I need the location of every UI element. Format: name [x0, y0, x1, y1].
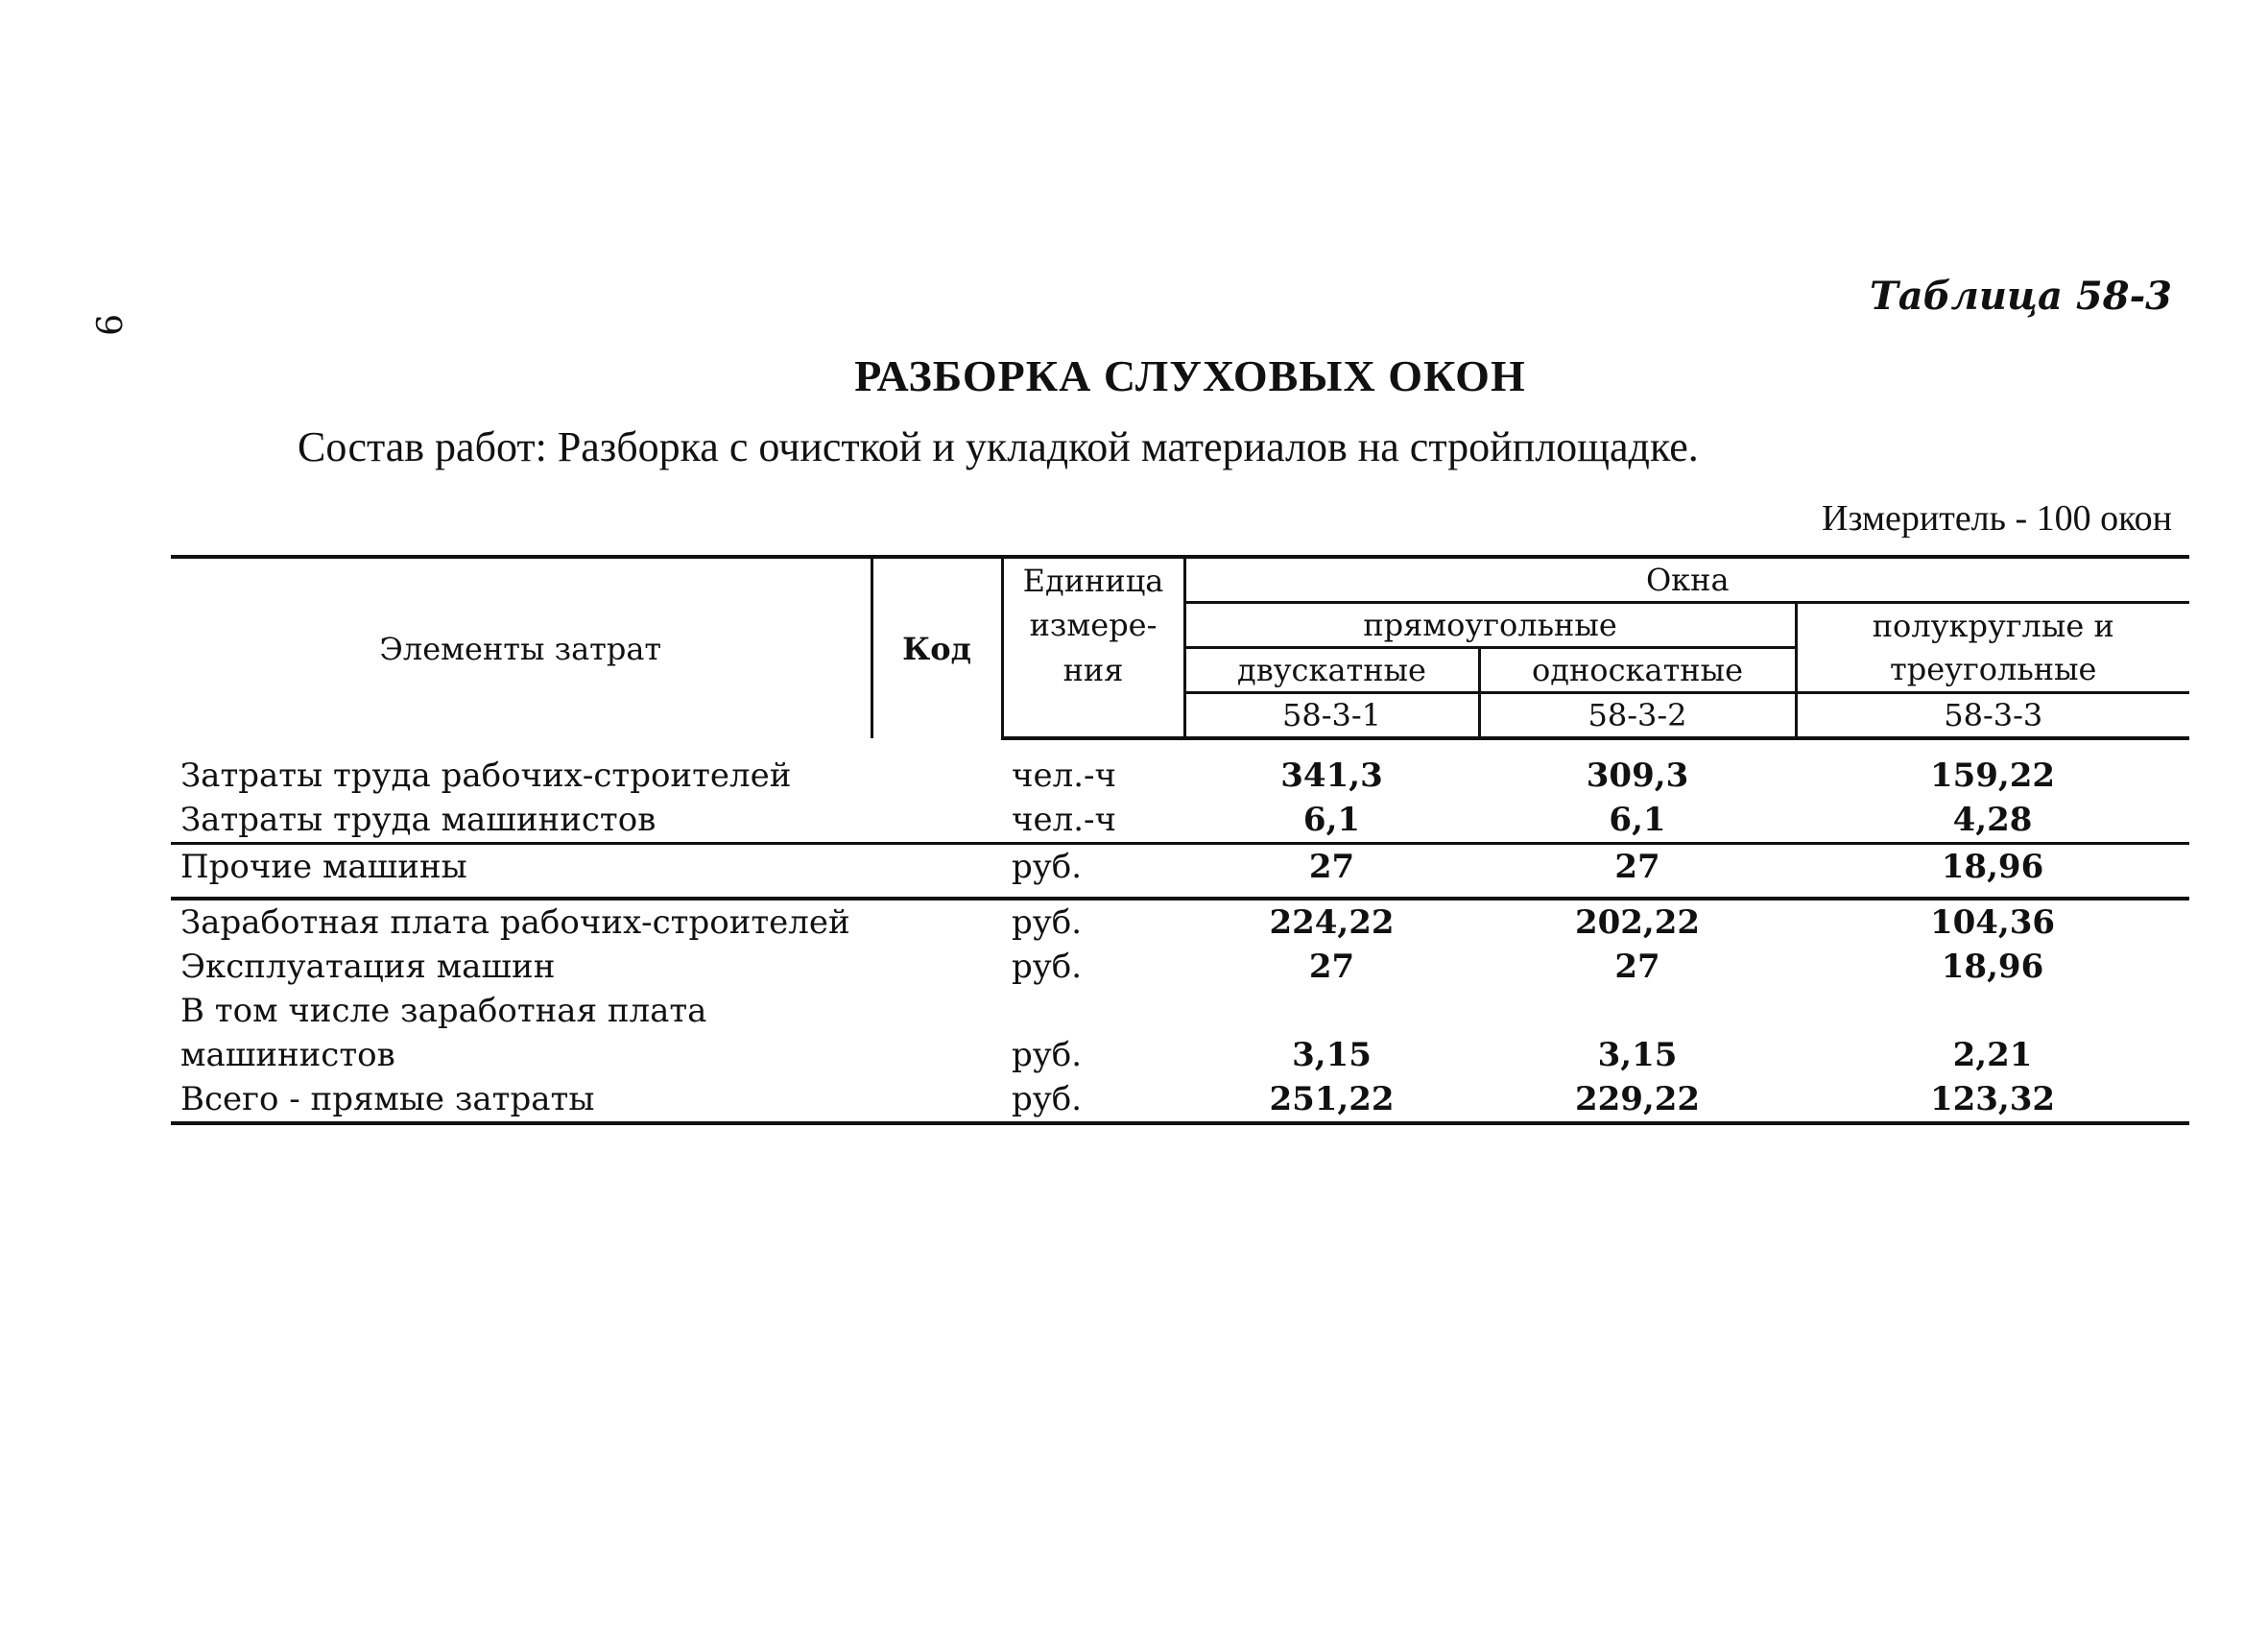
header-code-3: 58-3-3: [1796, 693, 2189, 739]
header-semicircular-line2: треугольные: [1796, 648, 2189, 693]
header-unit-blank: [1002, 693, 1184, 739]
row-value-1: 251,22: [1184, 1077, 1479, 1123]
row-unit: руб.: [1012, 948, 1083, 986]
table-row: [171, 844, 2189, 890]
table-row: [171, 899, 2189, 945]
work-composition: Состав работ: Разборка с очисткой и укладкой материалов на стройплощадке.: [298, 423, 1699, 470]
row-unit: руб.: [1012, 1036, 1083, 1074]
header-elements: Элементы затрат: [171, 557, 871, 738]
row-value-1: 27: [1308, 948, 1355, 986]
row-label: Затраты труда рабочих-строителей: [180, 756, 792, 795]
header-single-pitch: односкатные: [1479, 648, 1796, 693]
document-title: РАЗБОРКА СЛУХОВЫХ ОКОН: [854, 351, 1526, 400]
row-value-2: [1479, 989, 1796, 1033]
row-value-3: 18,96: [1941, 948, 2044, 986]
row-label: В том числе заработная плата: [180, 992, 707, 1030]
header-semicircular-line1: полукруглые и: [1872, 607, 2114, 644]
table-row: [171, 1077, 2189, 1123]
row-unit: руб.: [1002, 899, 1184, 945]
header-unit-line3: ния: [1002, 648, 1184, 693]
row-value-3: 159,22: [1929, 756, 2056, 795]
header-code-1: 58-3-1: [1184, 693, 1479, 739]
table-row: [171, 945, 2189, 989]
header-unit-line1: Единица: [1002, 557, 1184, 603]
row-value-3: 4,28: [1952, 801, 2033, 839]
table-label: Таблица 58-3: [1870, 274, 2172, 319]
row-value-1: 27: [1184, 844, 1479, 890]
row-unit: [1002, 989, 1184, 1033]
row-label: Эксплуатация машин: [180, 948, 556, 986]
row-label: Затраты труда машинистов: [180, 801, 657, 839]
row-value-1: 224,22: [1184, 899, 1479, 945]
row-value-1: [1184, 989, 1479, 1033]
row-value-2: 229,22: [1479, 1077, 1796, 1123]
row-value-2: 309,3: [1586, 756, 1689, 795]
row-label: Заработная плата рабочих-строителей: [171, 899, 1002, 945]
row-unit: руб.: [1002, 1077, 1184, 1123]
row-value-3: 2,21: [1952, 1036, 2033, 1074]
row-label: машинистов: [180, 1036, 395, 1074]
row-value-1: 6,1: [1302, 801, 1361, 839]
row-value-2: 202,22: [1479, 899, 1796, 945]
row-value-3: [1796, 989, 2189, 1033]
table-row: [171, 1033, 2189, 1077]
row-value-3: 18,96: [1796, 844, 2189, 890]
row-value-2: 27: [1614, 948, 1660, 986]
header-rectangular: прямоугольные: [1184, 603, 1796, 648]
header-gable: двускатные: [1184, 648, 1479, 693]
row-value-3: 123,32: [1796, 1077, 2189, 1123]
row-value-2: 27: [1479, 844, 1796, 890]
row-label: Прочие машины: [171, 844, 1002, 890]
row-unit: руб.: [1002, 844, 1184, 890]
cost-table: [171, 555, 2189, 1125]
row-value-3: 104,36: [1796, 899, 2189, 945]
page-number: 9: [86, 314, 127, 336]
header-code-2: 58-3-2: [1479, 693, 1796, 739]
header-unit-line2: измере-: [1002, 603, 1184, 648]
table-row: [171, 754, 2189, 798]
table-row: [171, 989, 2189, 1033]
row-unit: чел.-ч: [1012, 756, 1116, 795]
row-value-2: 3,15: [1597, 1036, 1678, 1074]
header-windows: Окна: [1184, 557, 2189, 603]
header-row: [171, 557, 2189, 603]
row-value-1: 3,15: [1292, 1036, 1372, 1074]
spacer-row: [171, 738, 2189, 754]
row-unit: чел.-ч: [1012, 801, 1116, 839]
measure-unit: Измеритель - 100 окон: [1822, 498, 2172, 539]
row-label: Всего - прямые затраты: [171, 1077, 1002, 1123]
header-code: Код: [871, 557, 1002, 738]
table-row: [171, 798, 2189, 844]
row-value-1: 341,3: [1280, 756, 1383, 795]
spacer-row: [171, 889, 2189, 899]
row-value-2: 6,1: [1609, 801, 1666, 839]
